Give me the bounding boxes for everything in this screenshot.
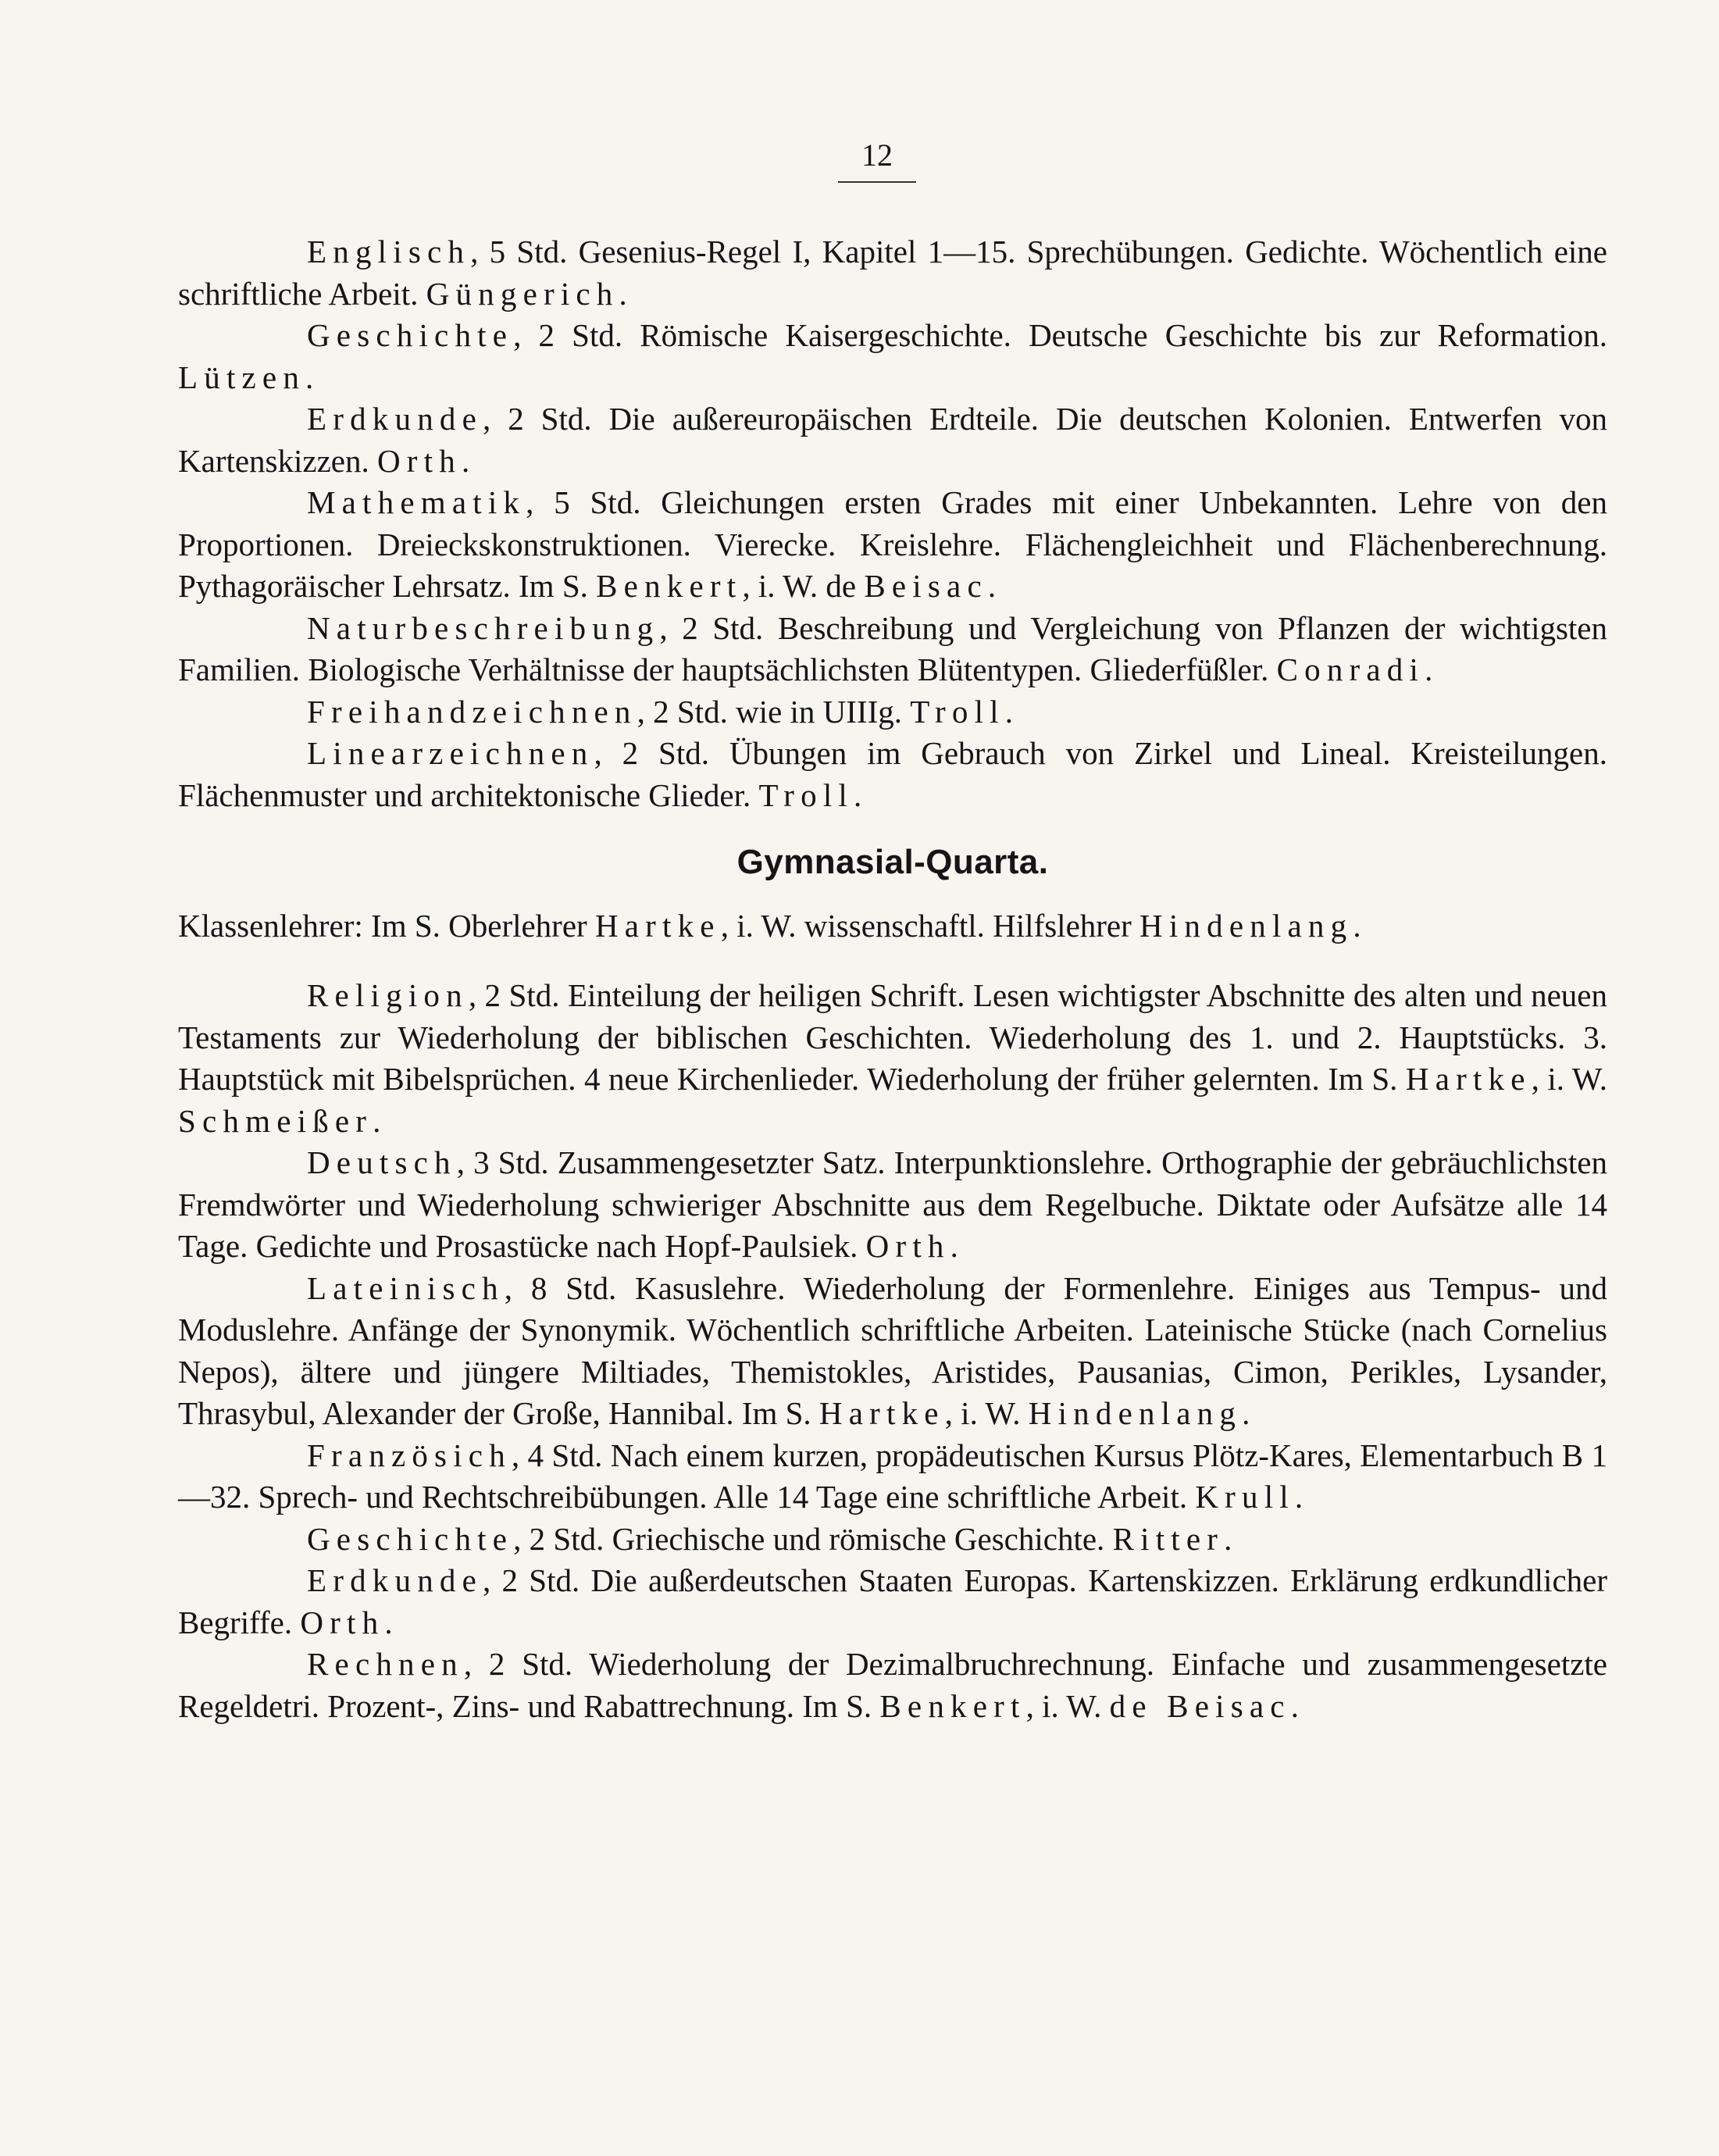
subject-name: Englisch — [307, 234, 471, 270]
teacher-name: Orth — [377, 442, 462, 479]
punctuation: . — [384, 1604, 393, 1640]
teacher-name: Troll — [758, 776, 854, 813]
subject-name: Naturbeschreibung — [307, 609, 660, 646]
punctuation: . — [373, 1102, 381, 1139]
subject-description: , 2 Std. Einteilung der heiligen Schrift. Lesen wichtigster Abschnitte des alten und neuen Testaments zur Wiederholung der biblischen Geschichten. Wiederholung des 1. und 2. Hauptstücks. 3. Hauptstück mit Bibelsprüchen. 4 neue Kirchenlieder. Wiederholung der früher gelernten. Im S. — [178, 977, 1607, 1097]
connector-text: , i. W. — [1531, 1061, 1607, 1097]
subject-description: , 3 Std. Zusammengesetzter Satz. Interpunktionslehre. Orthographie der gebräuchlichsten Fremdwörter und Wiederholung schwieriger Abschnitte aus dem Regelbuche. Diktate oder Aufsätze alle 14 Tage. Gedichte und Prosastücke nach Hopf-Paulsiek. — [178, 1144, 1607, 1264]
subject-name: Erdkunde — [307, 401, 483, 437]
subject-name: Lateinisch — [307, 1269, 505, 1306]
punctuation: . — [1224, 1520, 1232, 1557]
teacher-name: Benkert — [879, 1687, 1026, 1724]
teacher-name: de Beisac — [1109, 1687, 1291, 1724]
teacher-name: Orth — [300, 1604, 385, 1640]
subject-paragraph — [178, 975, 1607, 1142]
subject-paragraph — [178, 231, 1607, 315]
subject-paragraph — [178, 1435, 1607, 1519]
punctuation: . — [950, 1228, 958, 1264]
subject-name: Geschichte — [307, 1520, 514, 1557]
subject-name: Geschichte — [307, 317, 514, 353]
curriculum-section-untertertia-continued — [178, 231, 1607, 816]
subject-paragraph — [178, 1268, 1607, 1435]
punctuation: . — [305, 359, 314, 395]
document-body — [178, 231, 1607, 1727]
teacher-name: Hartke — [1405, 1061, 1532, 1097]
subject-paragraph — [178, 482, 1607, 608]
subject-description: , 5 Std. Gesenius-Regel I, Kapitel 1—15. Sprechübungen. Gedichte. Wöchentlich eine schriftliche Arbeit. — [178, 234, 1607, 312]
subject-description: , 2 Std. Die außereuropäischen Erdteile. Die deutschen Kolonien. Entwerfen von Kartenskizzen. — [178, 401, 1607, 479]
teacher-name: Hartke — [594, 907, 721, 944]
teacher-name: Troll — [910, 693, 1005, 730]
punctuation: . — [987, 568, 997, 604]
subject-name: Französich — [307, 1437, 512, 1473]
subject-name: Religion — [307, 977, 469, 1013]
subject-name: Deutsch — [307, 1144, 457, 1180]
subject-paragraph — [178, 1519, 1607, 1561]
section-heading: Gymnasial-Quarta. — [736, 843, 1049, 881]
teacher-name: Schmeißer — [178, 1102, 373, 1139]
connector-text: , i. W. — [944, 1395, 1029, 1431]
class-teacher-line: Klassenlehrer: Im S. Oberlehrer Hartke, i. W. wissenschaftl. Hilfslehrer Hindenlang. — [178, 907, 1361, 944]
punctuation: . — [619, 275, 627, 312]
punctuation: . — [461, 442, 470, 479]
subject-description: , 2 Std. Übungen im Gebrauch von Zirkel und Lineal. Kreisteilungen. Flächenmuster und architektonische Glieder. — [178, 735, 1607, 813]
punctuation: . — [1290, 1687, 1299, 1724]
subject-name: Freihandzeichnen — [307, 693, 637, 730]
punctuation: . — [1425, 651, 1433, 687]
teacher-name: Conradi — [1276, 651, 1425, 687]
subject-paragraph — [178, 398, 1607, 482]
subject-paragraph — [178, 733, 1607, 816]
teacher-name: Güngerich — [426, 275, 619, 312]
punctuation: . — [1242, 1395, 1250, 1431]
teacher-name: Lützen — [178, 359, 306, 395]
subject-paragraph — [178, 1644, 1607, 1727]
subject-description: , 2 Std. Wiederholung der Dezimalbruchrechnung. Einfache und zusammengesetzte Regeldetri. Prozent-, Zins- und Rabattrechnung. Im S. — [178, 1646, 1607, 1724]
subject-paragraph — [178, 1142, 1607, 1268]
page-number: 12 — [162, 137, 1592, 183]
subject-paragraph — [178, 315, 1607, 398]
punctuation: . — [1294, 1479, 1304, 1515]
teacher-name: Orth — [865, 1228, 950, 1264]
subject-description: , 4 Std. Nach einem kurzen, propädeutischen Kursus Plötz-Kares, Elementarbuch B 1—32. Sprech- und Rechtschreibübungen. Alle 14 Tage eine schriftliche Arbeit. — [178, 1437, 1607, 1515]
subject-name: Erdkunde — [307, 1562, 483, 1598]
subject-name: Mathematik — [307, 484, 526, 520]
subject-description: , 2 Std. Beschreibung und Vergleichung von Pflanzen der wichtigsten Familien. Biologische Verhältnisse der hauptsächlichsten Blütentypen. Gliederfüßler. — [178, 609, 1607, 687]
teacher-name: Hartke — [818, 1395, 945, 1431]
subject-description: , 8 Std. Kasuslehre. Wiederholung der Formenlehre. Einiges aus Tempus- und Moduslehre. Anfänge der Synonymik. Wöchentlich schriftliche Arbeiten. Lateinische Stücke (nach Cornelius Nepos), ältere und jüngere Miltiades, Themistokles, Aristides, Pausanias, Cimon, Perikles, Lysander, Thrasybul, Alexander der Große, Hannibal. Im S. — [178, 1269, 1607, 1431]
teacher-name: Ritter — [1112, 1520, 1225, 1557]
subject-paragraph — [178, 1560, 1607, 1644]
subject-description: , 2 Std. wie in UIIIg. — [637, 693, 911, 730]
subject-name: Linearzeichnen — [307, 735, 594, 771]
subject-description: , 2 Std. Die außerdeutschen Staaten Europas. Kartenskizzen. Erklärung erdkundlicher Begriffe. — [178, 1562, 1607, 1640]
subject-description: , 2 Std. Griechische und römische Geschichte. — [513, 1520, 1113, 1557]
subject-paragraph — [178, 608, 1607, 691]
subject-paragraph — [178, 691, 1607, 734]
subject-name: Rechnen — [307, 1646, 464, 1682]
connector-text: , i. W. de — [742, 568, 865, 604]
subject-description: , 5 Std. Gleichungen ersten Grades mit einer Unbekannten. Lehre von den Proportionen. Dreieckskonstruktionen. Vierecke. Kreislehre. Flächengleichheit und Flächenberechnung. Pythagoräischer Lehrsatz. Im S. — [178, 484, 1607, 604]
subject-description: , 2 Std. Römische Kaisergeschichte. Deutsche Geschichte bis zur Reformation. — [513, 317, 1607, 353]
teacher-name: Hindenlang — [1139, 907, 1353, 944]
teacher-name: Benkert — [596, 568, 743, 604]
teacher-name: Hindenlang — [1028, 1395, 1243, 1431]
curriculum-section-quarta — [178, 975, 1607, 1727]
teacher-name: Beisac — [864, 568, 988, 604]
punctuation: . — [854, 776, 862, 813]
connector-text: , i. W. — [1025, 1687, 1110, 1724]
teacher-name: Krull — [1195, 1479, 1295, 1515]
punctuation: . — [1004, 693, 1014, 730]
